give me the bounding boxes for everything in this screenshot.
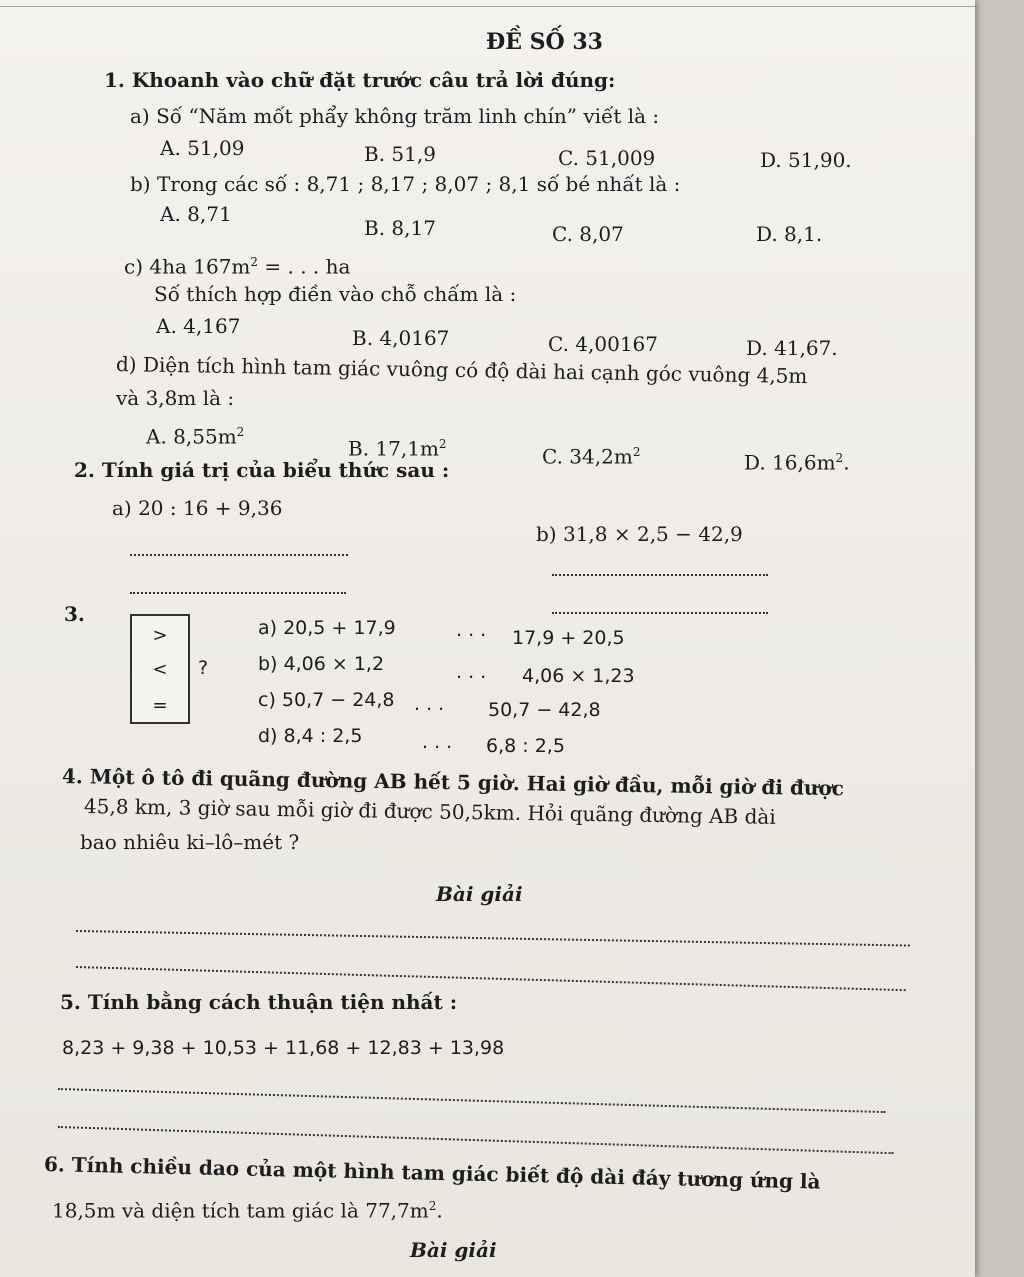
q4-line3: bao nhiêu ki–lô–mét ? — [80, 830, 300, 854]
q1a-option-b: B. 51,9 — [364, 142, 436, 166]
q1d-option-c: C. $34,2m^2$ — [542, 444, 641, 469]
q1d-option-a: A. $8,55m^2$ — [146, 424, 245, 449]
q1c-option-c: C. 4,00167 — [548, 332, 659, 356]
q4-answer-line-2 — [76, 966, 906, 991]
q4-solution-label: Bài giải — [436, 882, 523, 906]
q6-line1: 6. Tính chiều dao của một hình tam giác biết độ dài đáy tương ứng là — [43, 1152, 821, 1194]
q3b-right: 4,06 × 1,23 — [522, 665, 635, 687]
q1c-option-a: A. 4,167 — [156, 314, 241, 338]
q4-line2: 45,8 km, 3 giờ sau mỗi giờ đi được 50,5km. Hỏi quãng đường AB dài — [83, 794, 776, 829]
q1b-option-b: B. 8,17 — [364, 216, 436, 240]
page-top-edge — [0, 6, 975, 7]
q1c-option-b: B. 4,0167 — [352, 326, 450, 350]
q2b-expression: b) 31,8 × 2,5 − 42,9 — [536, 522, 743, 546]
q4-line1: 4. Một ô tô đi quãng đường AB hết 5 giờ. Hai giờ đầu, mỗi giờ đi được — [61, 764, 845, 801]
q1b-stem: b) Trong các số : 8,71 ; 8,17 ; 8,07 ; 8,1 số bé nhất là : — [130, 172, 681, 196]
q1d-stem-line2: và 3,8m là : — [116, 386, 235, 410]
q1a-option-c: C. 51,009 — [558, 146, 656, 170]
q3c-left: c) 50,7 − 24,8 — [258, 689, 395, 711]
q2a-answer-line-2 — [130, 592, 346, 594]
q3d-dots: . . . — [422, 731, 453, 753]
q3a-right: 17,9 + 20,5 — [512, 627, 625, 649]
q1c-stem: c) 4ha $167m^2$ = . . . ha — [124, 254, 351, 279]
q1d-stem-line1: d) Diện tích hình tam giác vuông có độ dài hai cạnh góc vuông 4,5m — [115, 352, 808, 389]
q1b-option-d: D. 8,1. — [756, 222, 823, 246]
q3b-dots: . . . — [456, 661, 487, 683]
q6-solution-label: Bài giải — [410, 1238, 497, 1262]
q5-heading: 5. Tính bằng cách thuận tiện nhất : — [60, 990, 458, 1014]
symbol-less: < — [152, 659, 168, 680]
q3-question-mark: ? — [198, 657, 209, 679]
q1a-option-d: D. 51,90. — [760, 148, 852, 172]
q3c-right: 50,7 − 42,8 — [488, 699, 601, 721]
q5-answer-line-2 — [58, 1126, 894, 1154]
q5-expression: 8,23 + 9,38 + 10,53 + 11,68 + 12,83 + 13,98 — [62, 1037, 505, 1059]
q5-answer-line-1 — [58, 1088, 886, 1113]
q1c-option-d: D. 41,67. — [746, 336, 838, 360]
q1a-stem: a) Số “Năm mốt phẩy không trăm linh chín” viết là : — [130, 104, 660, 128]
q3a-left: a) 20,5 + 17,9 — [258, 617, 396, 639]
q3b-left: b) 4,06 × 1,2 — [258, 653, 385, 675]
q3d-left: d) 8,4 : 2,5 — [258, 725, 363, 747]
q2b-answer-line-1 — [552, 574, 768, 576]
q1-heading: 1. Khoanh vào chữ đặt trước câu trả lời đúng: — [104, 68, 616, 92]
q1b-option-c: C. 8,07 — [552, 222, 624, 246]
q6-line2: 18,5m và diện tích tam giác là $77,7m^2$. — [52, 1198, 443, 1223]
q1b-option-a: A. 8,71 — [160, 202, 232, 226]
q3d-right: 6,8 : 2,5 — [486, 735, 565, 757]
symbol-greater: > — [152, 625, 168, 646]
q1c-sub: Số thích hợp điền vào chỗ chấm là : — [154, 282, 517, 306]
q1a-option-a: A. 51,09 — [160, 136, 245, 160]
symbol-equal: = — [152, 695, 168, 716]
q3c-dots: . . . — [414, 693, 445, 715]
q1d-option-d: D. $16,6m^2$. — [744, 450, 850, 475]
q3a-dots: . . . — [456, 619, 487, 641]
q2a-expression: a) 20 : 16 + 9,36 — [112, 496, 283, 520]
page-title: ĐỀ SỐ 33 — [486, 29, 603, 55]
q2a-answer-line-1 — [130, 554, 348, 556]
q3-number: 3. — [64, 602, 85, 626]
comparison-symbol-box — [130, 614, 190, 724]
q2b-answer-line-2 — [552, 612, 768, 614]
q4-answer-line-1 — [76, 930, 910, 947]
q1d-option-b: B. $17,1m^2$ — [348, 436, 447, 461]
q2-heading: 2. Tính giá trị của biểu thức sau : — [74, 458, 450, 482]
